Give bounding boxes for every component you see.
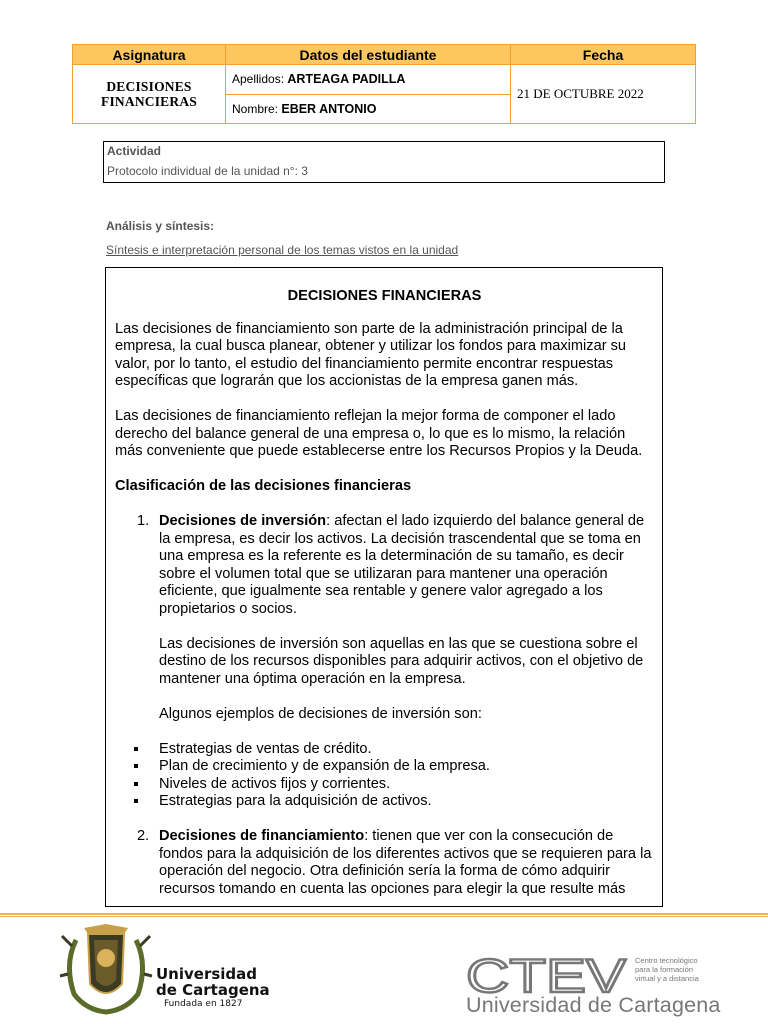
university-name-line-2: de Cartagena [156, 981, 270, 999]
bullet-item: Plan de crecimiento y de expansión de la empresa. [115, 758, 654, 776]
square-bullet-icon [134, 747, 138, 751]
header-table [72, 44, 696, 124]
header-subject-col: Asignatura [73, 45, 226, 65]
footer-rule [0, 913, 768, 915]
university-name [156, 966, 270, 1010]
list-item-2 [115, 828, 654, 898]
square-bullet-icon [134, 782, 138, 786]
bullet-item: Estrategias de ventas de crédito. [115, 741, 654, 759]
analysis-title: Análisis y síntesis: [106, 219, 215, 233]
activity-description: Protocolo individual de la unidad n°: 3 [107, 164, 308, 178]
subject-line-1: DECISIONES [106, 79, 192, 95]
list-item-1-paragraph-3: Algunos ejemplos de decisiones de inversión son: [159, 705, 482, 722]
date-cell: 21 DE OCTUBRE 2022 [511, 65, 696, 124]
university-crest-icon [58, 924, 154, 1016]
content-box [105, 267, 663, 907]
surname-label: Apellidos: [232, 72, 288, 87]
footer-rule-thin [0, 916, 768, 917]
bullet-list [115, 741, 654, 811]
list-item-1-title: Decisiones de inversión [159, 513, 327, 529]
subject-line-2: FINANCIERAS [101, 94, 197, 110]
header-student-col: Datos del estudiante [226, 45, 511, 65]
list-item-2-number: 2. [137, 828, 150, 844]
list-item-1-text: : afectan el lado izquierdo del balance general de la empresa, es decir los activos. La decisión trascendental que se toma en una empresa es la referente es la determinación de su tamaño, es decir sobre el volumen total que se utilizaran para mantener una operación eficiente, que igualmente sea rentable y genere valor agregado a los propietarios o socios. [159, 513, 645, 617]
ctev-logo [466, 954, 628, 996]
activity-title: Actividad [107, 144, 162, 158]
paragraph-2: Las decisiones de financiamiento reflejan la mejor forma de componer el lado derecho del balance general de una empresa o, lo que es lo mismo, la relación más conveniente que puede establecerse entre los Recursos Propios y la Deuda. [115, 408, 643, 459]
list-item-2-text: : tienen que ver con la consecución de fondos para la adquisición de los diferentes activos que se requieren para la operación del negocio. Otra definición sería la forma de cómo adquirir recursos tomando en cuenta las opciones para elegir la que resulte más [159, 828, 652, 897]
activity-box [103, 141, 665, 183]
ctev-university-name: Universidad de Cartagena [466, 993, 721, 1017]
list-item-1-paragraph-2: Las decisiones de inversión son aquellas en las que se cuestiona sobre el destino de los recursos disponibles para adquirir activos, con el objetivo de mantener una óptima operación en la empresa. [159, 635, 644, 687]
founded-text: Fundada en 1827 [164, 999, 243, 1009]
square-bullet-icon [134, 764, 138, 768]
paragraph-1: Las decisiones de financiamiento son parte de la administración principal de la empresa, la cual busca planear, obtener y utilizar los fondos para maximizar su valor, por lo tanto, el estudio del financiamiento permite encontrar respuestas específicas que lograrán que los accionistas de la empresa ganen más. [115, 320, 627, 389]
list-item-1 [115, 513, 654, 618]
list-item-2-title: Decisiones de financiamiento [159, 828, 365, 844]
university-name-line-1: Universidad [156, 965, 258, 983]
list-item-1-number: 1. [137, 513, 150, 529]
bullet-item: Estrategias para la adquisición de activos. [115, 793, 654, 811]
section-title: Clasificación de las decisiones financieras [115, 478, 412, 494]
surname-cell [226, 65, 511, 94]
content-heading: DECISIONES FINANCIERAS [287, 288, 482, 304]
header-date-col: Fecha [511, 45, 696, 65]
surname-value: ARTEAGA PADILLA [287, 72, 406, 87]
name-cell [226, 94, 511, 123]
name-value: EBER ANTONIO [281, 101, 377, 116]
analysis-subtitle-link[interactable]: Síntesis e interpretación personal de los temas vistos en la unidad [106, 243, 459, 257]
ctev-tagline: Centro tecnológico para la formación virtual y a distancia [635, 956, 699, 983]
ctev-wordmark: CTEV [466, 954, 627, 996]
subject-cell [73, 65, 226, 124]
name-label: Nombre: [232, 101, 282, 116]
square-bullet-icon [134, 799, 138, 803]
bullet-item: Niveles de activos fijos y corrientes. [115, 776, 654, 794]
